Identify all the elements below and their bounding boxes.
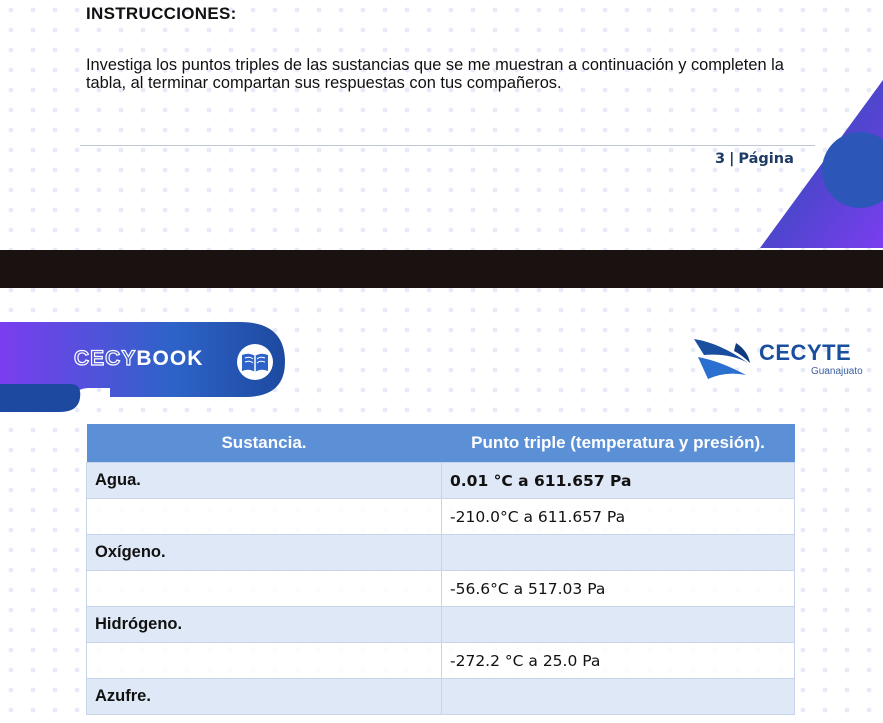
triple-point-cell[interactable] xyxy=(442,607,795,643)
footer-divider xyxy=(80,145,815,146)
table-row xyxy=(87,679,795,715)
page-number-separator: | xyxy=(729,151,735,167)
page-label: Página xyxy=(738,151,794,167)
table-row xyxy=(87,643,795,679)
cecybook-logo xyxy=(74,347,203,371)
corner-decoration xyxy=(760,80,883,248)
substance-cell[interactable]: Azufre. xyxy=(87,679,442,715)
cecybook-logo-outline: CECY xyxy=(74,347,137,370)
triple-point-cell[interactable]: -56.6°C a 517.03 Pa xyxy=(442,571,795,607)
table-header-row xyxy=(87,424,795,463)
open-book-icon xyxy=(234,343,276,381)
triple-point-cell[interactable] xyxy=(442,679,795,715)
cecyte-logo-subtitle: Guanajuato xyxy=(811,366,863,377)
instructions-text: Investiga los puntos triples de las sustancias que se me muestran a continuación y completen la tabla, al terminar compartan sus respuestas con tus compañeros. xyxy=(86,56,784,92)
substance-cell[interactable]: Oxígeno. xyxy=(87,535,442,571)
substance-cell[interactable]: Agua. xyxy=(87,463,442,499)
triple-point-cell[interactable]: 0.01 °C a 611.657 Pa xyxy=(442,463,795,499)
page-number-value: 3 xyxy=(715,151,726,167)
substance-cell[interactable] xyxy=(87,643,442,679)
header-triple-point: Punto triple (temperatura y presión). xyxy=(442,424,795,463)
triple-point-cell[interactable] xyxy=(442,535,795,571)
page-break-band xyxy=(0,250,883,288)
table-row xyxy=(87,499,795,535)
substance-cell[interactable]: Hidrógeno. xyxy=(87,607,442,643)
table-row xyxy=(87,535,795,571)
cecybook-logo-solid: BOOK xyxy=(136,347,204,370)
table-row xyxy=(87,463,795,499)
instructions-title: INSTRUCCIONES: xyxy=(86,4,237,23)
substance-cell[interactable] xyxy=(87,499,442,535)
cecyte-logo-name: CECYTE xyxy=(759,340,852,365)
triple-points-table xyxy=(86,424,795,715)
substance-cell[interactable] xyxy=(87,571,442,607)
triple-point-cell[interactable]: -272.2 °C a 25.0 Pa xyxy=(442,643,795,679)
table-row xyxy=(87,571,795,607)
table-row xyxy=(87,607,795,643)
cecyte-emblem-icon xyxy=(690,333,752,385)
header-substance: Sustancia. xyxy=(87,424,442,463)
triple-point-cell[interactable]: -210.0°C a 611.657 Pa xyxy=(442,499,795,535)
